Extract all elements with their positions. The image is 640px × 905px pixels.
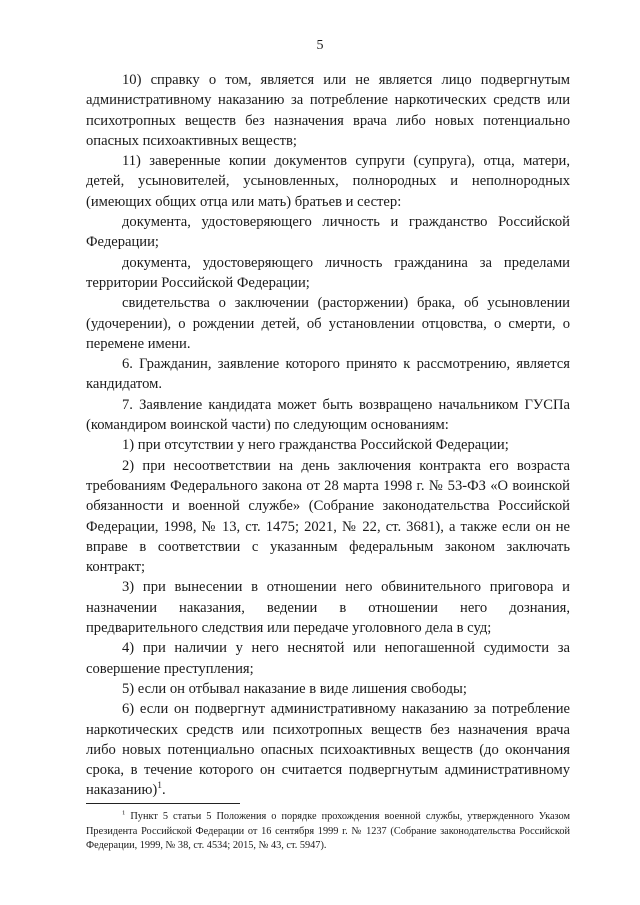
paragraph-ground-1: 1) при отсутствии у него гражданства Российской Федерации; [122, 437, 509, 454]
paragraph-foreign-identity-document: документа, удостоверяющего личность гражданина за пределами территории Российской Федерации; [86, 254, 570, 291]
paragraph-certificates: свидетельства о заключении (расторжении) брака, об усыновлении (удочерении), о рождении детей, об установлении отцовства, о смерти, о перемене имени. [86, 295, 570, 352]
paragraph-clause-7: 7. Заявление кандидата может быть возвращено начальником ГУСПа (командиром воинской части) по следующим основаниям: [86, 396, 570, 434]
document-body [86, 70, 570, 801]
paragraph-item-10: 10) справку о том, является или не является лицо подвергнутым административному наказанию за потребление наркотических средств или психотропных веществ без назначения врача либо новых потенциально опасных психоактивных веществ; [86, 72, 570, 149]
footnote-marker: 1 [122, 809, 126, 817]
paragraph-ground-6-text: 6) если он подвергнут административному наказанию за потребление наркотических средств или психотропных веществ без назначения врача либо новых потенциально опасных психоактивных веществ (до окончания срока, в течение которого он считается подвергнутым административному наказанию) [86, 701, 570, 799]
paragraph-ground-6-period: . [162, 782, 166, 799]
footnote-paragraph [86, 810, 570, 854]
paragraph-clause-6: 6. Гражданин, заявление которого принято к рассмотрению, является кандидатом. [86, 356, 570, 393]
footnote-reference: 1 [157, 781, 163, 792]
paragraph-ground-3: 3) при вынесении в отношении него обвинительного приговора и назначении наказания, ведении в отношении него дознания, предварительного следствия или передаче уголовного дела в суд; [86, 579, 570, 637]
paragraph-ground-4: 4) при наличии у него неснятой или непогашенной судимости за совершение преступления; [86, 640, 570, 677]
footnote-divider [86, 803, 240, 804]
page-number: 5 [316, 38, 324, 53]
footnote-text: Пункт 5 статьи 5 Положения о порядке прохождения военной службы, утвержденного Указом Президента Российской Федерации от 16 сентября 1999 г. № 1237 (Собрание законодательства Российской Федерации, 1999, № 38, ст. 4534; 2015, № 43, ст. 5947). [86, 811, 570, 852]
footnote [86, 810, 570, 854]
paragraph-ground-5: 5) если он отбывал наказание в виде лишения свободы; [122, 680, 467, 697]
paragraph-ground-2: 2) при несоответствии на день заключения контракта его возраста требованиям Федерального закона от 28 марта 1998 г. № 53-ФЗ «О воинской обязанности и военной службе» (Собрание законодательства Российской Федерации, 1998, № 13, ст. 1475; 2021, № 22, ст. 3681), а также если он не вправе в соответствии с указанным федеральным законом заключать контракт; [86, 457, 570, 576]
paragraph-ground-6 [86, 699, 570, 800]
paragraph-item-11: 11) заверенные копии документов супруги (супруга), отца, матери, детей, усыновителей, усыновленных, полнородных и неполнородных (имеющих общих отца или мать) братьев и сестер: [86, 153, 570, 210]
paragraph-identity-document: документа, удостоверяющего личность и гражданство Российской Федерации; [86, 214, 570, 251]
